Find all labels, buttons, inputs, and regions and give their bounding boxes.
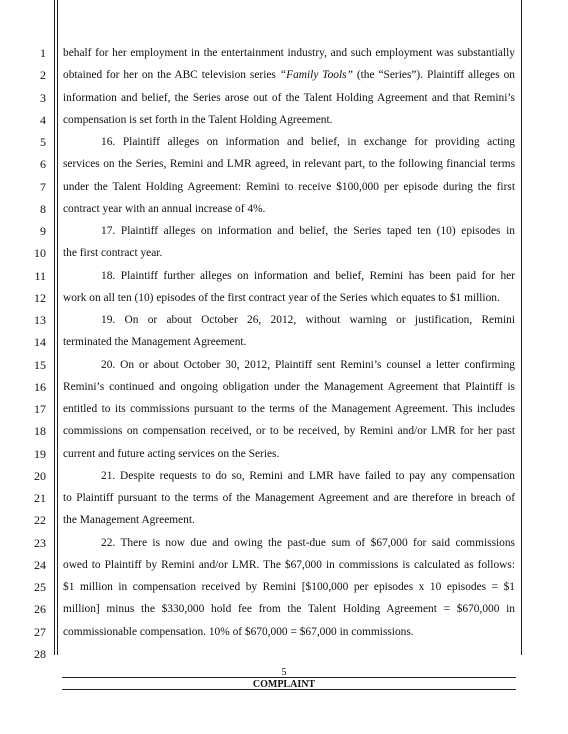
line-number: 28: [34, 647, 46, 661]
line-number: 4: [40, 113, 46, 127]
text-line: the Management Agreement.: [63, 514, 195, 526]
line-number: 1: [40, 46, 46, 60]
text-line: information and belief, the Series arose out of the Talent Holding Agreement and that Remini’s: [63, 92, 515, 104]
text-line: the first contract year.: [63, 247, 163, 259]
line-number: 17: [34, 402, 46, 416]
paragraph-22-start: 22. There is now due and owing the past-due sum of $67,000 for said commissions: [101, 537, 515, 549]
pleading-body: [63, 0, 515, 734]
text-line: work on all ten (10) episodes of the first contract year of the Series which equates to $1 million.: [63, 292, 500, 304]
text-line: entitled to its commissions pursuant to the terms of the Management Agreement. This includes: [63, 403, 515, 415]
line-number: 11: [34, 269, 46, 283]
line-number: 27: [34, 625, 46, 639]
left-margin-rule-outer: [54, 0, 55, 655]
line-number: 6: [40, 157, 46, 171]
line-number: 8: [40, 202, 46, 216]
text-run: obtained for her on the ABC television series: [63, 69, 280, 81]
line-number: 5: [40, 135, 46, 149]
line-number: 19: [34, 447, 46, 461]
line-number: 2: [40, 68, 46, 82]
document-title: COMPLAINT: [252, 679, 316, 690]
text-line: contract year with an annual increase of 4%.: [63, 203, 266, 215]
text-line: to Plaintiff pursuant to the terms of the Management Agreement and are therefore in breach of: [63, 492, 515, 504]
line-number: 25: [34, 580, 46, 594]
line-number-column: [0, 0, 54, 734]
line-number: 26: [34, 602, 46, 616]
text-line: behalf for her employment in the entertainment industry, and such employment was substantially: [63, 47, 515, 59]
line-number: 20: [34, 469, 46, 483]
line-number: 7: [40, 180, 46, 194]
text-line: services on the Series, Remini and LMR agreed, in relevant part, to the following financial terms: [63, 158, 515, 170]
paragraph-21-start: 21. Despite requests to do so, Remini and LMR have failed to pay any compensation: [101, 470, 515, 482]
line-number: 21: [34, 491, 46, 505]
line-number: 23: [34, 536, 46, 550]
text-line: million] minus the $330,000 hold fee from the Talent Holding Agreement = $670,000 in: [63, 603, 515, 615]
line-number: 9: [40, 224, 46, 238]
text-line: [63, 68, 515, 82]
text-run: (the “Series”). Plaintiff alleges on: [352, 69, 515, 81]
series-title: “Family Tools”: [279, 69, 353, 81]
line-number: 24: [34, 558, 46, 572]
text-line: current and future acting services on the Series.: [63, 448, 280, 460]
text-line: terminated the Management Agreement.: [63, 336, 247, 348]
paragraph-18-start: 18. Plaintiff further alleges on information and belief, Remini has been paid for her: [101, 270, 515, 282]
text-line: $1 million in compensation received by Remini [$100,000 per episodes x 10 episodes = $1: [63, 581, 515, 593]
line-number: 16: [34, 380, 46, 394]
line-number: 14: [34, 335, 46, 349]
line-number: 12: [34, 291, 46, 305]
line-number: 13: [34, 313, 46, 327]
page-number: 5: [281, 667, 287, 678]
paragraph-20-start: 20. On or about October 30, 2012, Plaintiff sent Remini’s counsel a letter confirming: [101, 359, 515, 371]
text-line: owed to Plaintiff by Remini and/or LMR. The $67,000 in commissions is calculated as follows:: [63, 559, 515, 571]
line-number: 15: [34, 358, 46, 372]
text-line: Remini’s continued and ongoing obligation under the Management Agreement that Plaintiff is: [63, 381, 515, 393]
line-number: 3: [40, 91, 46, 105]
text-line: commissionable compensation. 10% of $670,000 = $67,000 in commissions.: [63, 626, 414, 638]
text-line: commissions on compensation received, or to be received, by Remini and/or LMR for her past: [63, 425, 515, 437]
right-margin-rule: [521, 0, 522, 655]
paragraph-16-start: 16. Plaintiff alleges on information and belief, in exchange for providing acting: [101, 136, 515, 148]
line-number: 22: [34, 513, 46, 527]
paragraph-19-start: 19. On or about October 26, 2012, without warning or justification, Remini: [101, 314, 515, 326]
paragraph-17-start: 17. Plaintiff alleges on information and belief, the Series taped ten (10) episodes in: [101, 225, 515, 237]
text-line: compensation is set forth in the Talent Holding Agreement.: [63, 114, 333, 126]
text-line: under the Talent Holding Agreement: Remini to receive $100,000 per episode during the first: [63, 181, 515, 193]
line-number: 10: [34, 246, 46, 260]
line-number: 18: [34, 424, 46, 438]
left-margin-rule-inner: [57, 0, 58, 655]
